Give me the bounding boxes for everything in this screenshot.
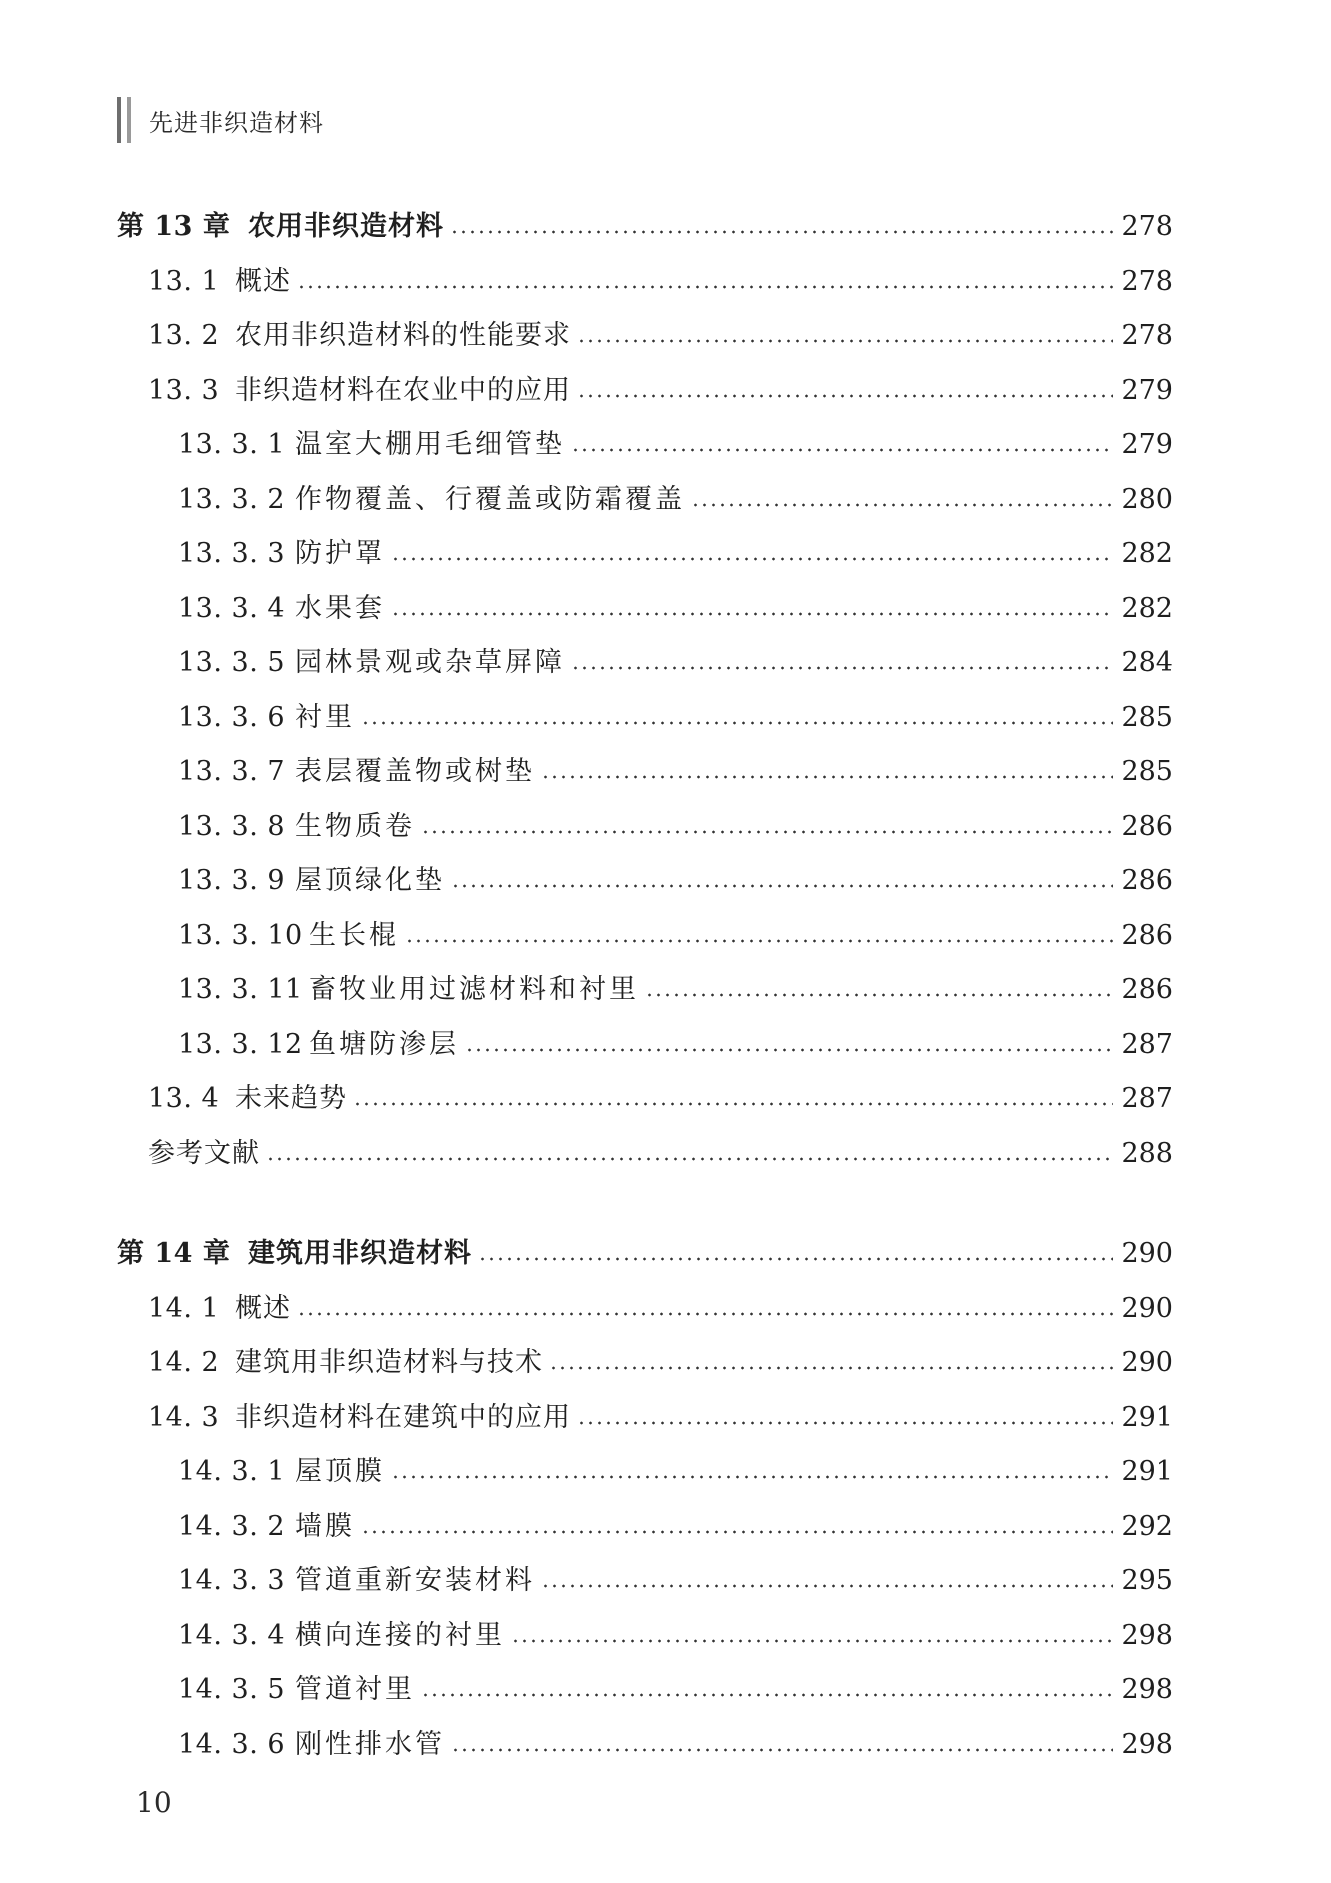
- dot-leader: [266, 1157, 1113, 1161]
- dot-leader: [361, 721, 1113, 725]
- toc-entry-title: 农用非织造材料的性能要求: [235, 320, 571, 351]
- toc-entry-number: 14. 2: [148, 1347, 220, 1378]
- toc-entry-title: 非织造材料在农业中的应用: [235, 374, 571, 406]
- toc-entry-number: 13. 3. 8: [178, 810, 286, 842]
- toc-entry-page: 291: [1121, 1401, 1173, 1433]
- toc-chapter-section: [117, 1227, 1173, 1772]
- toc-entry-page: 279: [1121, 429, 1173, 460]
- toc-entry-number: 13. 4: [148, 1083, 220, 1114]
- toc-entry-title: 生物质卷: [295, 810, 415, 842]
- toc-entry-title: 园林景观或杂草屏障: [295, 647, 565, 678]
- dot-leader: [577, 339, 1113, 343]
- toc-entry-title: 建筑用非织造材料与技术: [235, 1347, 543, 1378]
- toc-entry: [117, 909, 1173, 964]
- dot-leader: [571, 666, 1113, 670]
- toc-entry-number: 13. 3. 1: [178, 429, 286, 460]
- dot-leader: [465, 1048, 1113, 1052]
- dot-leader: [451, 1748, 1113, 1752]
- toc-entry-number: 14. 3. 3: [178, 1565, 286, 1596]
- toc-entry-page: 292: [1121, 1510, 1173, 1542]
- toc-entry-title: 表层覆盖物或树垫: [295, 756, 535, 787]
- toc-entry-number: 14. 3. 2: [178, 1510, 286, 1542]
- toc-entry-title: 概述: [235, 265, 291, 297]
- dot-leader: [478, 1257, 1113, 1261]
- toc-entry: [117, 1282, 1173, 1337]
- dot-leader: [571, 448, 1113, 452]
- dot-leader: [391, 557, 1113, 561]
- toc-entry-title: 未来趋势: [235, 1083, 347, 1114]
- toc-entry-page: 287: [1121, 1028, 1173, 1060]
- dot-leader: [391, 1475, 1113, 1479]
- toc-entry-title: 屋顶膜: [295, 1456, 385, 1487]
- toc-entry: [117, 745, 1173, 800]
- toc-entry-number: 第 13 章: [117, 211, 231, 242]
- toc-entry: [117, 1018, 1173, 1073]
- toc-entry-page: 286: [1121, 974, 1173, 1005]
- toc-entry-page: 278: [1121, 320, 1173, 351]
- toc-entry-page: 295: [1121, 1565, 1173, 1596]
- toc-entry-page: 287: [1121, 1083, 1173, 1114]
- toc-entry-number: 13. 3. 4: [178, 592, 286, 624]
- toc-entry: [117, 1554, 1173, 1609]
- toc-entry-number: 13. 3. 7: [178, 756, 286, 787]
- dot-leader: [511, 1639, 1113, 1643]
- toc-entry-title: 作物覆盖、行覆盖或防霜覆盖: [295, 483, 685, 515]
- toc-entry-page: 285: [1121, 701, 1173, 733]
- toc-entry: [117, 582, 1173, 637]
- toc-entry-title: 建筑用非织造材料: [248, 1238, 472, 1269]
- dot-leader: [541, 775, 1113, 779]
- toc-entry: [117, 309, 1173, 364]
- toc-entry-number: 14. 3. 5: [178, 1674, 286, 1705]
- toc-entry-page: 280: [1121, 483, 1173, 515]
- toc-entry-number: 13. 3. 9: [178, 865, 286, 896]
- toc-entry: [117, 963, 1173, 1018]
- dot-leader: [361, 1530, 1113, 1534]
- dot-leader: [297, 285, 1113, 289]
- toc-entry: [117, 418, 1173, 473]
- toc-chapter-entry: [117, 1227, 1173, 1282]
- dot-leader: [421, 830, 1113, 834]
- running-header: [117, 96, 324, 144]
- toc-entry: [117, 636, 1173, 691]
- toc-entry-number: 13. 3. 6: [178, 701, 286, 733]
- toc-entry-number: 13. 3. 5: [178, 647, 286, 678]
- toc-entry: [117, 1391, 1173, 1446]
- toc-entry-number: 13. 3. 2: [178, 483, 286, 515]
- toc-entry-title: 衬里: [295, 701, 355, 733]
- toc-entry-page: 282: [1121, 538, 1173, 569]
- toc-entry-page: 286: [1121, 919, 1173, 951]
- toc-entry-number: 14. 3. 1: [178, 1456, 286, 1487]
- toc-entry-title: 管道衬里: [295, 1674, 415, 1705]
- toc-entry-title: 温室大棚用毛细管垫: [295, 429, 565, 460]
- toc-entry: [117, 1718, 1173, 1773]
- toc-entry-title: 横向连接的衬里: [295, 1619, 505, 1651]
- toc-entry-title: 刚性排水管: [295, 1728, 445, 1760]
- dot-leader: [549, 1366, 1113, 1370]
- toc-entry-page: 278: [1121, 265, 1173, 297]
- toc-entry-title: 农用非织造材料: [248, 211, 444, 242]
- toc-entry-page: 291: [1121, 1456, 1173, 1487]
- toc-entry-page: 290: [1121, 1292, 1173, 1324]
- toc-entry-page: 290: [1121, 1347, 1173, 1378]
- toc-entry-page: 285: [1121, 756, 1173, 787]
- table-of-contents: [117, 200, 1173, 1772]
- toc-entry-title: 非织造材料在建筑中的应用: [235, 1401, 571, 1433]
- toc-entry-page: 298: [1121, 1728, 1173, 1760]
- dot-leader: [691, 503, 1113, 507]
- dot-leader: [450, 230, 1113, 234]
- dot-leader: [451, 884, 1113, 888]
- dot-leader: [405, 939, 1113, 943]
- toc-entry-title: 畜牧业用过滤材料和衬里: [309, 974, 639, 1005]
- dot-leader: [541, 1584, 1113, 1588]
- toc-entry-number: 14. 1: [148, 1292, 220, 1324]
- toc-entry-title: 防护罩: [295, 538, 385, 569]
- toc-entry-number: 13. 1: [148, 265, 220, 297]
- dot-leader: [421, 1693, 1113, 1697]
- toc-entry-title: 墙膜: [295, 1510, 355, 1542]
- toc-entry-number: 13. 3. 12: [178, 1028, 303, 1060]
- dot-leader: [353, 1102, 1113, 1106]
- toc-entry-number: 13. 3. 10: [178, 919, 303, 951]
- dot-leader: [577, 394, 1113, 398]
- toc-entry-page: 278: [1121, 211, 1173, 242]
- toc-entry-number: 13. 3. 11: [178, 974, 303, 1005]
- dot-leader: [577, 1421, 1113, 1425]
- toc-entry-number: 14. 3. 6: [178, 1728, 286, 1760]
- toc-entry-title: 管道重新安装材料: [295, 1565, 535, 1596]
- toc-entry: [117, 800, 1173, 855]
- toc-entry-title: 生长棍: [309, 919, 399, 951]
- toc-entry-title: 水果套: [295, 592, 385, 624]
- toc-entry: [117, 1663, 1173, 1718]
- toc-entry: [117, 255, 1173, 310]
- toc-entry-number: 13. 3. 3: [178, 538, 286, 569]
- toc-entry-number: 第 14 章: [117, 1238, 231, 1269]
- book-title: 先进非织造材料: [149, 108, 324, 137]
- toc-entry: [117, 527, 1173, 582]
- toc-entry-title: 参考文献: [148, 1137, 260, 1169]
- dot-leader: [391, 612, 1113, 616]
- toc-entry-number: 13. 3: [148, 374, 220, 406]
- page-number: 10: [136, 1786, 172, 1819]
- toc-chapter-entry: [117, 200, 1173, 255]
- toc-entry-page: 298: [1121, 1619, 1173, 1651]
- toc-entry: [117, 473, 1173, 528]
- toc-entry: [117, 1072, 1173, 1127]
- toc-entry: [117, 691, 1173, 746]
- toc-entry-title: 屋顶绿化垫: [295, 865, 445, 896]
- toc-entry-page: 288: [1121, 1137, 1173, 1169]
- toc-chapter-section: [117, 200, 1173, 1181]
- toc-entry-page: 286: [1121, 810, 1173, 842]
- toc-entry-title: 鱼塘防渗层: [309, 1028, 459, 1060]
- toc-entry: [117, 1609, 1173, 1664]
- toc-entry-title: 概述: [235, 1292, 291, 1324]
- toc-entry: [117, 1127, 1173, 1182]
- dot-leader: [297, 1312, 1113, 1316]
- toc-entry-page: 282: [1121, 592, 1173, 624]
- toc-entry-page: 279: [1121, 374, 1173, 406]
- toc-entry: [117, 1445, 1173, 1500]
- toc-entry-number: 14. 3. 4: [178, 1619, 286, 1651]
- toc-entry-page: 298: [1121, 1674, 1173, 1705]
- toc-entry-page: 290: [1121, 1238, 1173, 1269]
- dot-leader: [645, 993, 1113, 997]
- toc-entry-page: 286: [1121, 865, 1173, 896]
- toc-entry-number: 13. 2: [148, 320, 220, 351]
- toc-entry: [117, 1336, 1173, 1391]
- toc-entry: [117, 1500, 1173, 1555]
- toc-entry: [117, 854, 1173, 909]
- toc-entry-page: 284: [1121, 647, 1173, 678]
- toc-entry: [117, 364, 1173, 419]
- header-bar-ornament: [117, 97, 131, 143]
- toc-entry-number: 14. 3: [148, 1401, 220, 1433]
